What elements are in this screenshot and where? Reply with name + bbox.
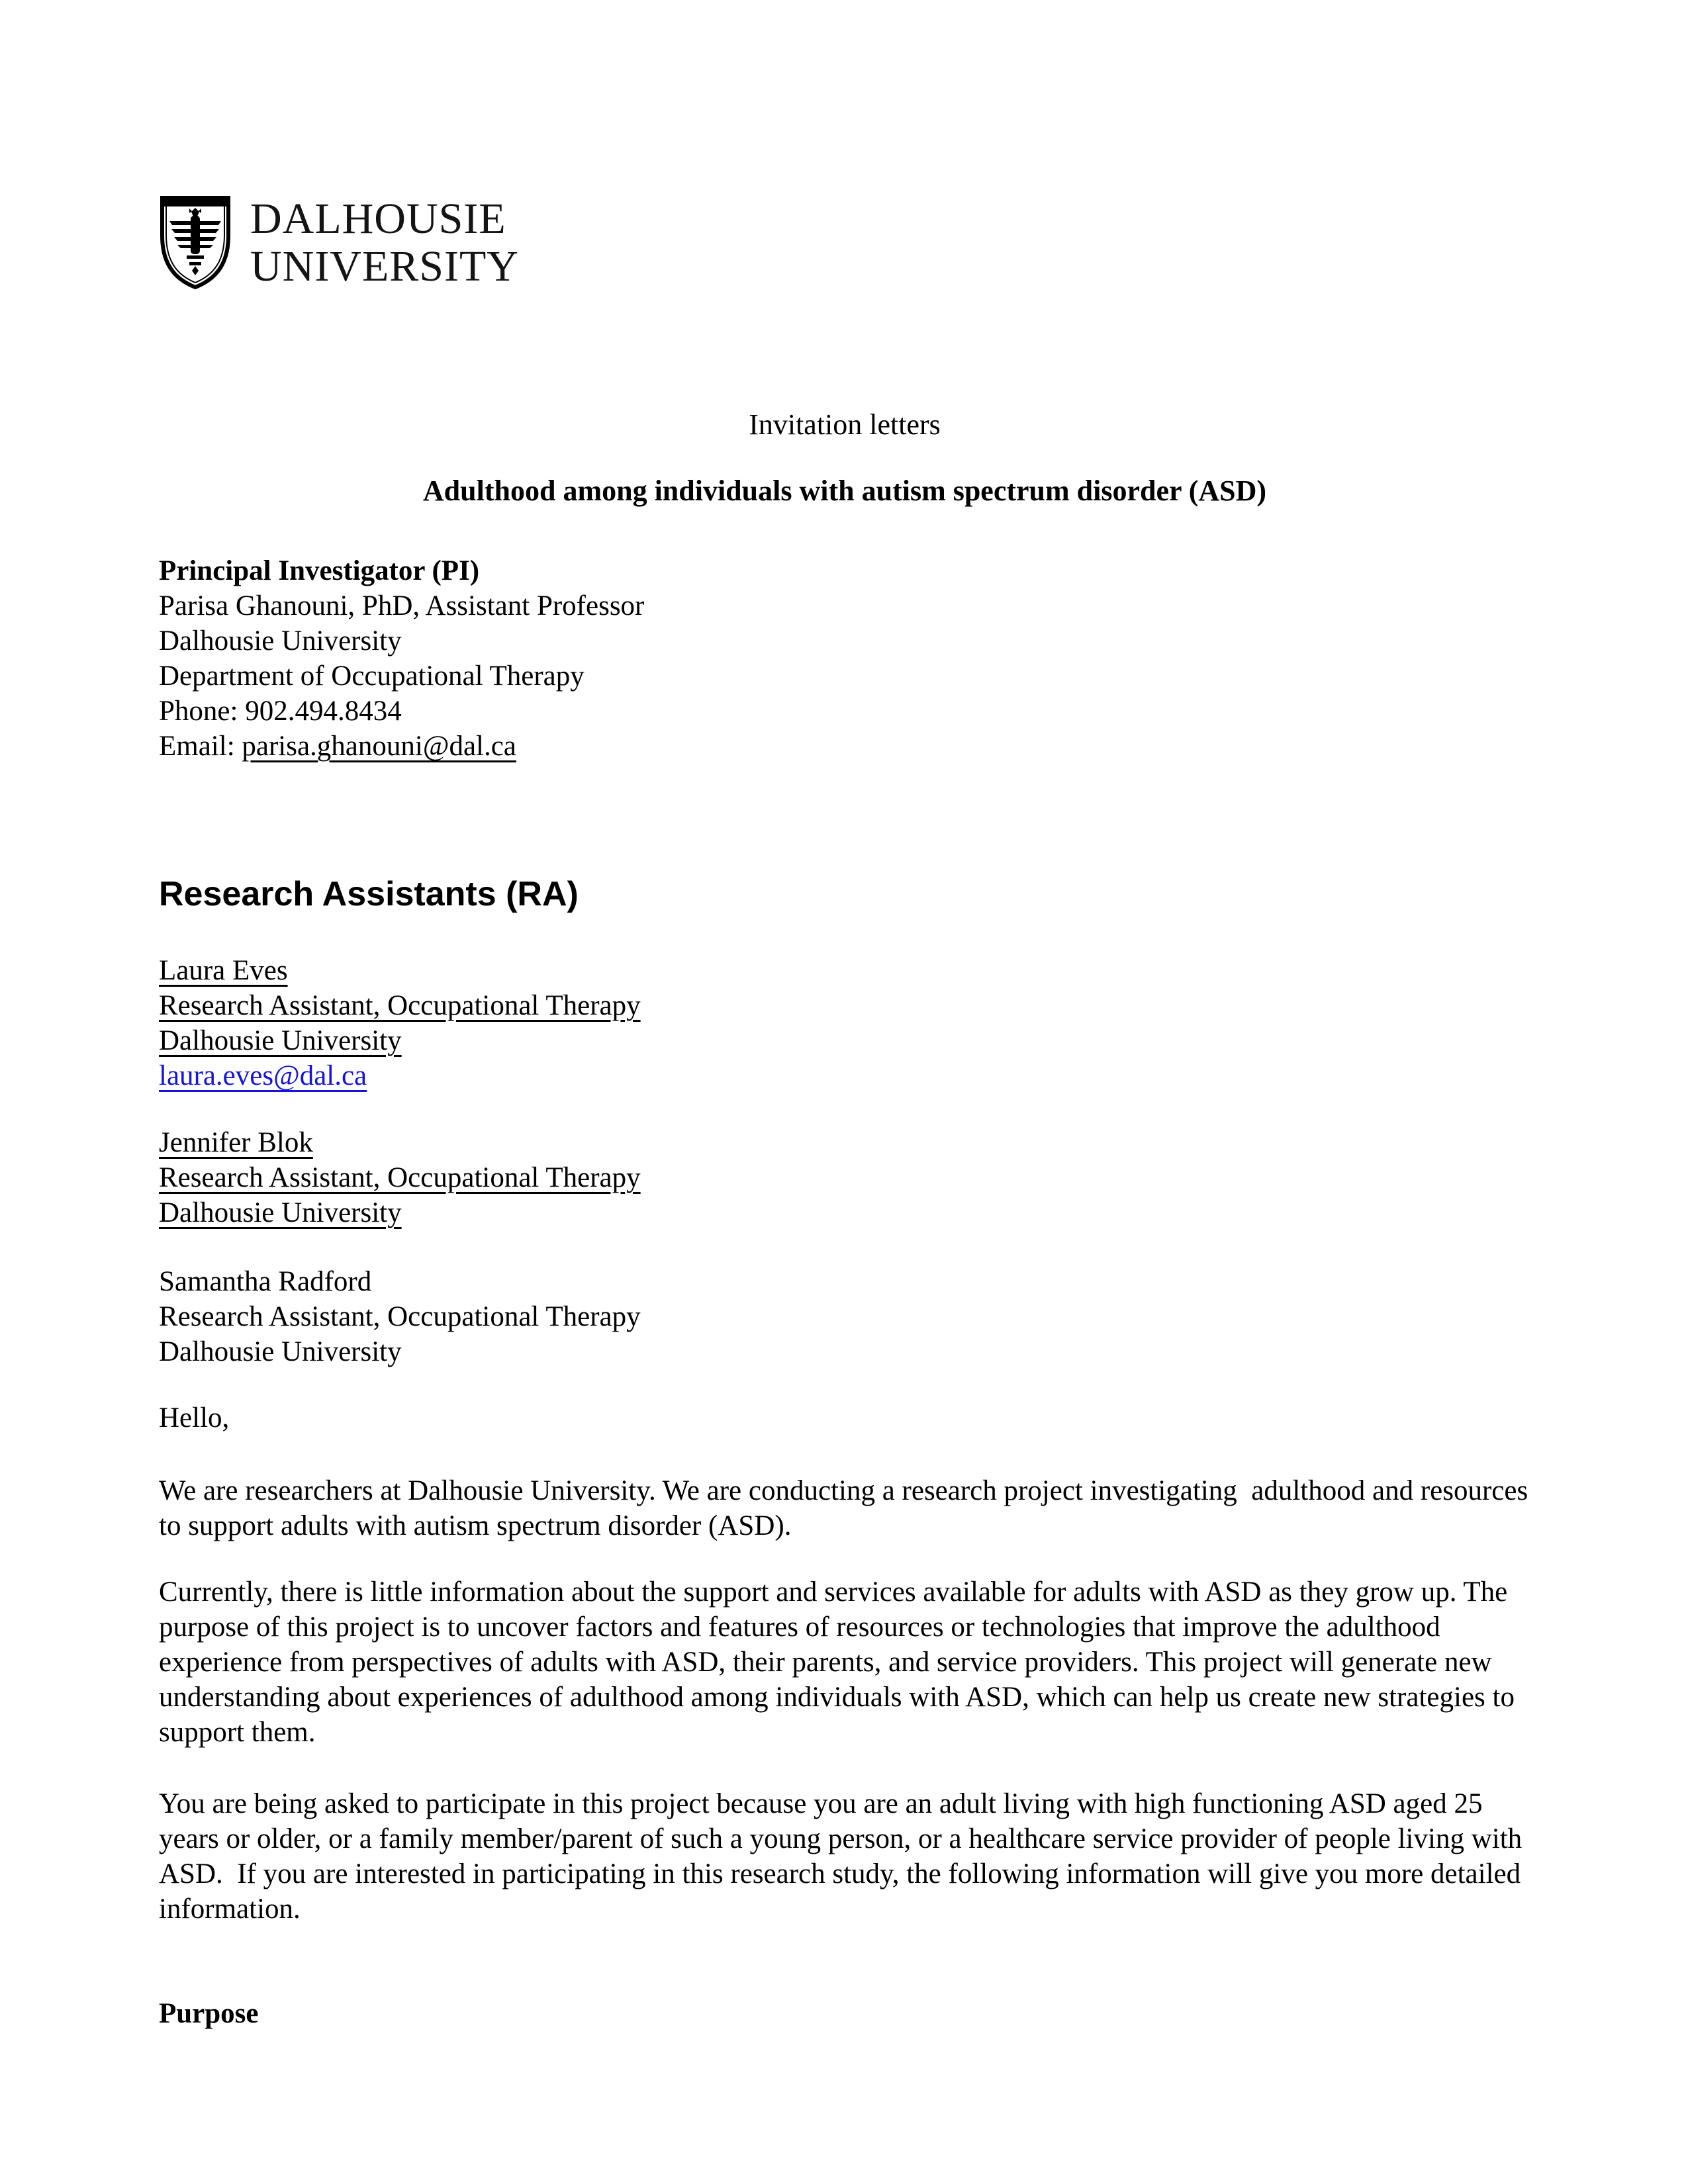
ra-block-jennifer-blok — [159, 1125, 1530, 1230]
pi-phone: Phone: 902.494.8434 — [159, 696, 402, 727]
ra-university: Dalhousie University — [159, 1336, 402, 1367]
logo-wordmark-line1: DALHOUSIE — [250, 194, 506, 243]
logo-wordmark-line2: UNIVERSITY — [250, 242, 519, 291]
ra-university: Dalhousie University — [159, 1197, 402, 1228]
pi-email-link[interactable]: parisa.ghanouni@dal.ca — [242, 731, 516, 762]
ra-role: Research Assistant, Occupational Therapy — [159, 1162, 641, 1193]
paragraph-eligibility: You are being asked to participate in this project because you are an adult living with high functioning ASD aged 25 years or older, or a family member/parent of such a young person, or a healthcare service provider of people living with ASD. If you are interested in participating in this research study, the following information will give you more detailed information. — [159, 1788, 1528, 1925]
paragraph-intro: We are researchers at Dalhousie University. We are conducting a research project investigating adulthood and resources to support adults with autism spectrum disorder (ASD). — [159, 1475, 1535, 1541]
document-content — [159, 194, 1535, 2031]
pi-email-line — [159, 729, 1530, 764]
pi-university: Dalhousie University — [159, 625, 402, 657]
pi-section — [159, 553, 1530, 764]
dalhousie-crest-icon — [159, 195, 232, 291]
ra-heading: Research Assistants (RA) — [159, 875, 579, 913]
greeting: Hello, — [159, 1402, 230, 1433]
ra-role: Research Assistant, Occupational Therapy — [159, 1301, 641, 1332]
ra-university: Dalhousie University — [159, 1025, 402, 1056]
study-title: Adulthood among individuals with autism spectrum disorder (ASD) — [422, 475, 1267, 507]
purpose-heading: Purpose — [159, 1998, 259, 2029]
pi-name: Parisa Ghanouni, PhD, Assistant Professor — [159, 590, 645, 621]
pi-heading: Principal Investigator (PI) — [159, 555, 480, 586]
ra-name: Samantha Radford — [159, 1266, 372, 1297]
ra-role: Research Assistant, Occupational Therapy — [159, 990, 641, 1021]
pi-department: Department of Occupational Therapy — [159, 660, 585, 692]
logo-wordmark — [250, 195, 519, 291]
paragraph-background: Currently, there is little information about the support and services available for adults with ASD as they grow up. The purpose of this project is to uncover factors and features of resources or technologies that improve the adulthood experience from perspectives of adults with ASD, their parents, and service providers. This project will generate new understanding about experiences of adulthood among individuals with ASD, which can help us create new strategies to support them. — [159, 1576, 1522, 1748]
ra-name: Jennifer Blok — [159, 1127, 313, 1158]
university-logo — [159, 195, 1530, 291]
ra-email-link[interactable]: laura.eves@dal.ca — [159, 1060, 367, 1091]
ra-name: Laura Eves — [159, 955, 288, 986]
ra-block-laura-eves — [159, 953, 1530, 1093]
pi-email-label: Email: — [159, 731, 242, 762]
doc-title: Invitation letters — [749, 408, 941, 441]
ra-block-samantha-radford — [159, 1264, 1530, 1369]
